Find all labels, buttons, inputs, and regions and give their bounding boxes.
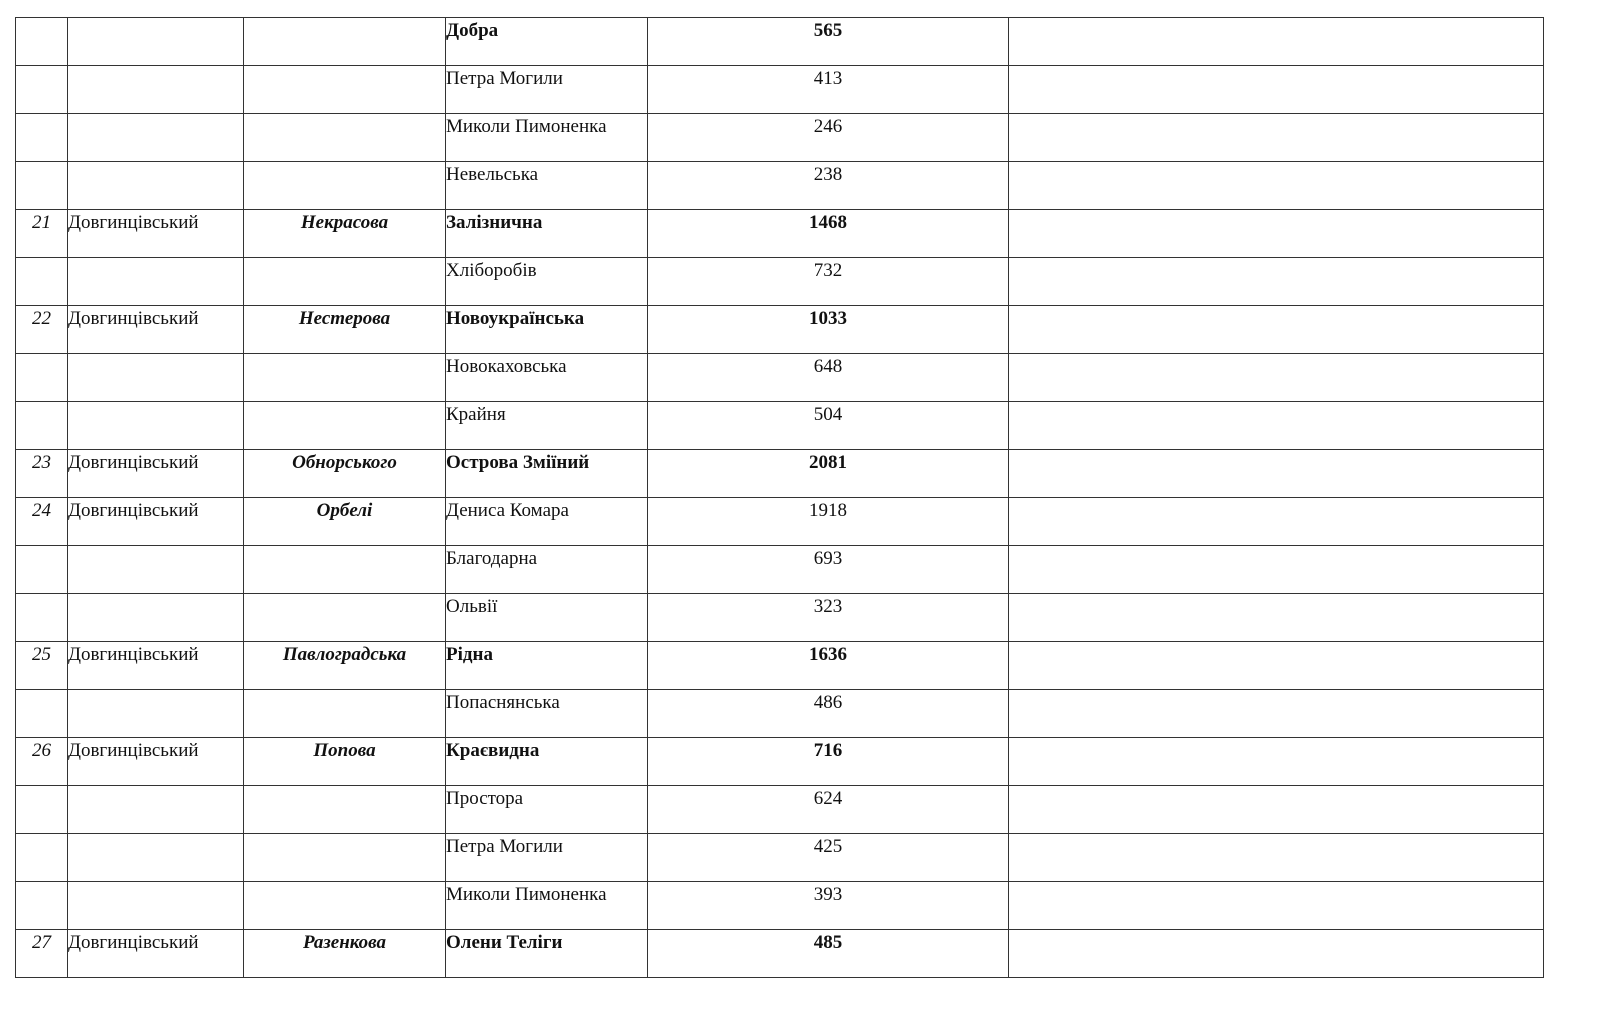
- street-cell: [446, 882, 648, 930]
- district-cell-text: Довгинцівський: [68, 500, 199, 521]
- row-number: [16, 450, 68, 498]
- table-row: [16, 786, 1544, 834]
- table-row: [16, 498, 1544, 546]
- table-row: [16, 738, 1544, 786]
- note-cell: [1009, 402, 1544, 450]
- table-row: [16, 18, 1544, 66]
- note-cell: [1009, 546, 1544, 594]
- district-cell: [68, 306, 244, 354]
- main-street-cell: [244, 738, 446, 786]
- district-cell-text: Довгинцівський: [68, 452, 199, 473]
- street-cell: [446, 594, 648, 642]
- main-street-cell-text: Нестерова: [298, 308, 391, 329]
- street-cell-text: Невельська: [446, 164, 539, 185]
- main-street-cell: [244, 882, 446, 930]
- row-number: [16, 690, 68, 738]
- count-cell: [648, 498, 1009, 546]
- note-cell: [1009, 930, 1544, 978]
- district-cell: [68, 834, 244, 882]
- main-street-cell-text: Орбелі: [316, 500, 373, 521]
- count-cell: [648, 306, 1009, 354]
- main-street-cell: [244, 546, 446, 594]
- street-cell-text: Миколи Пимоненка: [446, 116, 607, 137]
- street-cell: [446, 18, 648, 66]
- count-cell: [648, 882, 1009, 930]
- count-cell: [648, 258, 1009, 306]
- district-cell: [68, 18, 244, 66]
- main-street-cell-text: Павлоградська: [282, 644, 407, 665]
- main-street-cell: [244, 930, 446, 978]
- table-row: [16, 882, 1544, 930]
- note-cell: [1009, 882, 1544, 930]
- note-cell: [1009, 114, 1544, 162]
- district-cell: [68, 258, 244, 306]
- row-number: [16, 834, 68, 882]
- note-cell: [1009, 354, 1544, 402]
- street-cell: [446, 498, 648, 546]
- main-street-cell: [244, 162, 446, 210]
- count-cell: [648, 690, 1009, 738]
- table-row: [16, 66, 1544, 114]
- street-cell: [446, 546, 648, 594]
- district-cell: [68, 402, 244, 450]
- table-row: [16, 402, 1544, 450]
- row-number-text: 23: [32, 452, 51, 473]
- street-cell: [446, 354, 648, 402]
- district-cell: [68, 354, 244, 402]
- street-cell: [446, 210, 648, 258]
- table-body: [16, 18, 1544, 978]
- main-street-cell: [244, 354, 446, 402]
- district-cell: [68, 210, 244, 258]
- note-cell: [1009, 450, 1544, 498]
- count-cell: [648, 402, 1009, 450]
- district-cell-text: Довгинцівський: [68, 212, 199, 233]
- street-cell-text: Дениса Комара: [446, 500, 569, 521]
- main-street-cell: [244, 786, 446, 834]
- district-cell: [68, 930, 244, 978]
- main-street-cell: [244, 690, 446, 738]
- street-cell-text: Попаснянська: [446, 692, 560, 713]
- table-row: [16, 306, 1544, 354]
- count-cell-text: 693: [813, 548, 843, 569]
- main-street-cell: [244, 114, 446, 162]
- table-row: [16, 354, 1544, 402]
- main-street-cell: [244, 594, 446, 642]
- main-street-cell: [244, 402, 446, 450]
- street-cell-text: Ольвії: [446, 596, 498, 617]
- table-row: [16, 258, 1544, 306]
- table-row: [16, 594, 1544, 642]
- note-cell: [1009, 642, 1544, 690]
- row-number-text: 21: [32, 212, 51, 233]
- row-number: [16, 642, 68, 690]
- district-cell: [68, 66, 244, 114]
- count-cell-text: 1468: [809, 212, 847, 233]
- note-cell: [1009, 258, 1544, 306]
- row-number: [16, 498, 68, 546]
- district-cell: [68, 642, 244, 690]
- street-cell: [446, 690, 648, 738]
- count-cell-text: 565: [813, 20, 843, 41]
- count-cell-text: 393: [813, 884, 843, 905]
- count-cell-text: 413: [813, 68, 843, 89]
- street-cell-text: Краєвидна: [446, 740, 540, 761]
- row-number-text: 24: [32, 500, 51, 521]
- district-cell: [68, 498, 244, 546]
- district-cell: [68, 882, 244, 930]
- district-cell: [68, 690, 244, 738]
- street-cell: [446, 114, 648, 162]
- street-cell: [446, 162, 648, 210]
- note-cell: [1009, 306, 1544, 354]
- street-cell-text: Острова Зміїний: [446, 452, 590, 473]
- street-cell-text: Рідна: [446, 644, 493, 665]
- count-cell-text: 1033: [809, 308, 847, 329]
- street-cell-text: Петра Могили: [446, 836, 563, 857]
- count-cell-text: 2081: [809, 452, 847, 473]
- table-row: [16, 210, 1544, 258]
- street-cell-text: Петра Могили: [446, 68, 563, 89]
- count-cell: [648, 354, 1009, 402]
- count-cell: [648, 18, 1009, 66]
- street-cell-text: Новокаховська: [446, 356, 567, 377]
- row-number: [16, 258, 68, 306]
- district-cell: [68, 162, 244, 210]
- count-cell: [648, 162, 1009, 210]
- row-number: [16, 402, 68, 450]
- count-cell: [648, 930, 1009, 978]
- count-cell: [648, 66, 1009, 114]
- street-cell-text: Новоукраїнська: [446, 308, 585, 329]
- street-cell-text: Простора: [446, 788, 524, 809]
- district-cell: [68, 114, 244, 162]
- row-number: [16, 882, 68, 930]
- street-cell-text: Благодарна: [446, 548, 538, 569]
- row-number-text: 26: [32, 740, 51, 761]
- street-cell-text: Залізнична: [446, 212, 543, 233]
- main-street-cell-text: Обнорського: [292, 452, 397, 473]
- main-street-cell: [244, 306, 446, 354]
- street-cell: [446, 306, 648, 354]
- count-cell: [648, 786, 1009, 834]
- street-cell: [446, 402, 648, 450]
- main-street-cell-text: Попова: [313, 740, 376, 761]
- table-row: [16, 450, 1544, 498]
- table-row: [16, 162, 1544, 210]
- street-cell: [446, 834, 648, 882]
- main-street-cell: [244, 834, 446, 882]
- table-row: [16, 546, 1544, 594]
- note-cell: [1009, 594, 1544, 642]
- table-row: [16, 930, 1544, 978]
- count-cell-text: 238: [813, 164, 843, 185]
- count-cell-text: 246: [813, 116, 843, 137]
- table-row: [16, 114, 1544, 162]
- district-cell: [68, 594, 244, 642]
- table-row: [16, 690, 1544, 738]
- count-cell-text: 425: [813, 836, 843, 857]
- main-street-cell: [244, 642, 446, 690]
- count-cell-text: 504: [813, 404, 843, 425]
- main-street-cell: [244, 258, 446, 306]
- count-cell-text: 732: [813, 260, 843, 281]
- main-street-cell-text: Разенкова: [302, 932, 387, 953]
- note-cell: [1009, 18, 1544, 66]
- main-street-cell: [244, 18, 446, 66]
- count-cell-text: 1636: [809, 644, 847, 665]
- row-number: [16, 738, 68, 786]
- count-cell: [648, 114, 1009, 162]
- district-cell: [68, 738, 244, 786]
- street-cell-text: Хліборобів: [446, 260, 537, 281]
- street-cell-text: Добра: [446, 20, 499, 41]
- row-number-text: 27: [32, 932, 51, 953]
- note-cell: [1009, 738, 1544, 786]
- note-cell: [1009, 834, 1544, 882]
- row-number: [16, 114, 68, 162]
- street-cell: [446, 642, 648, 690]
- street-cell: [446, 786, 648, 834]
- table-row: [16, 834, 1544, 882]
- street-cell: [446, 66, 648, 114]
- district-cell: [68, 786, 244, 834]
- count-cell: [648, 834, 1009, 882]
- row-number: [16, 786, 68, 834]
- district-cell-text: Довгинцівський: [68, 644, 199, 665]
- row-number: [16, 306, 68, 354]
- row-number: [16, 594, 68, 642]
- street-cell-text: Крайня: [446, 404, 506, 425]
- count-cell-text: 323: [813, 596, 843, 617]
- count-cell: [648, 642, 1009, 690]
- row-number: [16, 66, 68, 114]
- count-cell: [648, 594, 1009, 642]
- count-cell: [648, 450, 1009, 498]
- count-cell-text: 648: [813, 356, 843, 377]
- note-cell: [1009, 210, 1544, 258]
- count-cell: [648, 738, 1009, 786]
- note-cell: [1009, 66, 1544, 114]
- street-table: [15, 17, 1544, 978]
- note-cell: [1009, 690, 1544, 738]
- street-cell: [446, 450, 648, 498]
- district-cell: [68, 450, 244, 498]
- row-number: [16, 354, 68, 402]
- row-number: [16, 546, 68, 594]
- street-cell-text: Олени Теліги: [446, 932, 563, 953]
- note-cell: [1009, 786, 1544, 834]
- note-cell: [1009, 498, 1544, 546]
- count-cell: [648, 210, 1009, 258]
- street-cell: [446, 930, 648, 978]
- district-cell-text: Довгинцівський: [68, 932, 199, 953]
- main-street-cell: [244, 498, 446, 546]
- count-cell-text: 624: [813, 788, 843, 809]
- row-number: [16, 18, 68, 66]
- street-cell: [446, 258, 648, 306]
- count-cell-text: 716: [813, 740, 843, 761]
- row-number-text: 22: [32, 308, 51, 329]
- row-number-text: 25: [32, 644, 51, 665]
- count-cell-text: 1918: [809, 500, 847, 521]
- main-street-cell: [244, 66, 446, 114]
- row-number: [16, 162, 68, 210]
- district-cell: [68, 546, 244, 594]
- row-number: [16, 210, 68, 258]
- district-cell-text: Довгинцівський: [68, 308, 199, 329]
- main-street-cell: [244, 450, 446, 498]
- count-cell-text: 485: [813, 932, 843, 953]
- street-cell: [446, 738, 648, 786]
- count-cell: [648, 546, 1009, 594]
- main-street-cell: [244, 210, 446, 258]
- street-cell-text: Миколи Пимоненка: [446, 884, 607, 905]
- table-row: [16, 642, 1544, 690]
- note-cell: [1009, 162, 1544, 210]
- main-street-cell-text: Некрасова: [300, 212, 389, 233]
- count-cell-text: 486: [813, 692, 843, 713]
- district-cell-text: Довгинцівський: [68, 740, 199, 761]
- row-number: [16, 930, 68, 978]
